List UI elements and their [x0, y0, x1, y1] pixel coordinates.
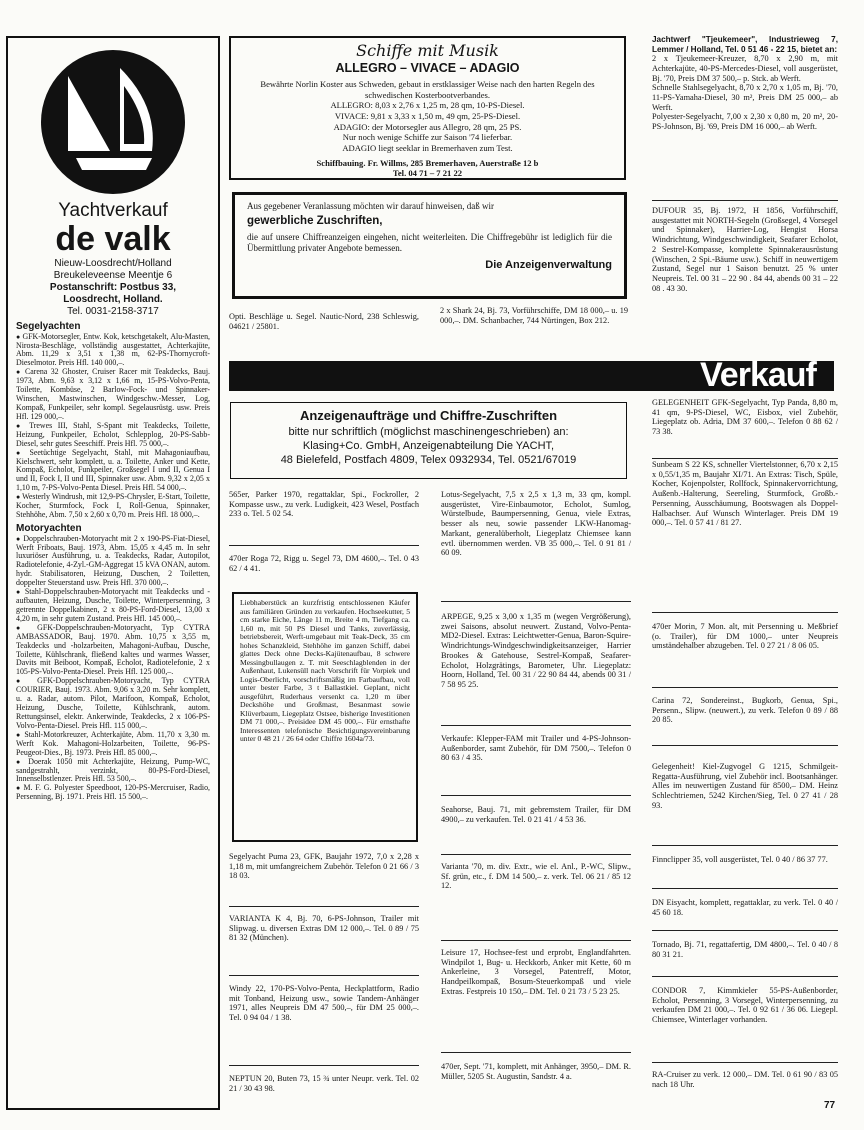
ad-565er: 565er, Parker 1970, regattaklar, Spi., Fockroller, 2 Kompasse usw., zu verk. Ludigkeit, 423 Wesel, Postfach 233 o. Tel. 5 02 54. — [229, 490, 419, 519]
schiffe-line-6: ADAGIO liegt seeklar in Bremerhaven zum Test. — [342, 142, 513, 153]
ad-tjeukemeer — [652, 35, 838, 132]
ad-varianta-k4: VARIANTA K 4, Bj. 70, 6-PS-Johnson, Trailer mit Slipwag. u. diversen Extras DM 12 000,–. Tel. 0 89 / 75 81 32 (München). — [229, 914, 419, 943]
ad-seahorse: Seahorse, Bauj. 71, mit gebremstem Trailer, für DM 4900,– zu verkaufen. Tel. 0 21 41 / 4 53 36. — [441, 805, 631, 824]
schiffe-mit-musik-ad — [229, 36, 626, 180]
ad-klepper: Verkaufe: Klepper-FAM mit Trailer und 4-PS-Johnson-Außenborder, samt Zubehör, für DM 7500,–. Telefon 0 80 63 / 4 35. — [441, 734, 631, 763]
ad-470er-roga: 470er Roga 72, Rigg u. Segel 73, DM 4600,–. Tel. 0 43 62 / 4 41. — [229, 554, 419, 573]
ad-varianta-70: Varianta '70, m. div. Extr., wie el. Anl., P.-WC, Slipw., Sf. grün, etc., f. DM 14 500,– z. verk. Tel. 06 21 / 85 12 12. — [441, 862, 631, 891]
auftraege-line-2: Klasing+Co. GmbH, Anzeigenabteilung Die YACHT, — [302, 439, 555, 452]
valk-tagline: Yachtverkauf — [58, 200, 168, 221]
anzeigenverwaltung-notice — [232, 192, 627, 299]
valk-place: Loosdrecht, Holland. — [63, 294, 163, 306]
ad-leisure-17: Leisure 17, Hochsee-fest und erprobt, Englandfahrten. Windpilot 1, Bug- u. Heckkorb, Anker mit Kette, 60 m Ankerleine, 3 Vorsegel, Patentreff, Motor, Handpeilkompaß, Bosum-Steuerkompaß und viele Extras. Festpreis 10 150,– DM. Tel. 0 21 73 / 5 23 25. — [441, 948, 631, 996]
ad-finnclipper: Finnclipper 35, voll ausgerüstet, Tel. 0 40 / 86 37 77. — [652, 855, 828, 864]
motor-list — [16, 535, 210, 803]
segel-item: ● Seetüchtige Segelyacht, Stahl, mit Mahagoniaufbau, Kielschwert, sehr komplett, u. a. Toilette, Anker und Kette, Kompaß, Echolot, Funkpeiler, Großsegel I und II, Genua I und II, Fock I, II und III, Spinnaker usw. Abm. 9,32 x 2,05 x 1,10 m, 7-PS-Volvo-Penta Diesel. Preis Hfl. 54 000,–. — [16, 449, 210, 494]
schiffe-line-5: Nur noch wenige Schiffe zur Saison '74 lieferbar. — [342, 132, 513, 143]
ad-tornado: Tornado, Bj. 71, regattafertig, DM 4800,–. Tel. 0 40 / 8 80 31 21. — [652, 940, 838, 959]
hochseekutter-box — [232, 592, 418, 842]
verw-line-1: Aus gegebener Veranlassung möchten wir darauf hinweisen, daß wir — [247, 201, 495, 211]
schiffe-line-7: Schiffbauing. Fr. Willms, 285 Bremerhaven, Auerstraße 12 b — [316, 157, 539, 168]
ad-470er-morin: 470er Morin, 7 Mon. alt, mit Persenning u. Meßbrief (o. Trailer), für DM 1000,– unter Neupreis umständehalber abzugeben. Tel. 0 27 21 / 8 06 05. — [652, 622, 838, 651]
ad-ra-cruiser: RA-Cruiser zu verk. 12 000,– DM. Tel. 0 61 90 / 83 05 nach 18 Uhr. — [652, 1070, 838, 1089]
valk-postbus: Postanschrift: Postbus 33, — [49, 282, 177, 294]
segel-item: ● Trewes III, Stahl, S-Spant mit Teakdecks, Toilette, Heizung, Funkpeiler, Echolot, Schlepplog, 20-PS-Sabb-Diesel, sehr gutes Seeschiff. Preis Hfl. 75 000,–. — [16, 422, 210, 449]
schiffe-line-3: VIVACE: 9,81 x 3,33 x 1,50 m, 49 qm, 25-PS-Diesel. — [334, 111, 521, 122]
valk-address-1: Nieuw-Loosdrecht/Holland — [54, 258, 172, 270]
ad-puma-23: Segelyacht Puma 23, GFK, Baujahr 1972, 7,0 x 2,28 x 1,18 m, mit umfangreichem Zubehör. Telefon 0 21 66 / 3 18 03. — [229, 852, 419, 881]
auftraege-notice — [230, 402, 627, 479]
ad-windy-22: Windy 22, 170-PS-Volvo-Penta, Heckplattform, Radio mit Tonband, Heizung usw., sowie Tandem-Anhänger 1971, alles Neupreis DM 47 500,–, für DM 25 000,–. Tel. 0 94 04 / 1 38. — [229, 984, 419, 1023]
tjeuk-polyester: Polyester-Segelyacht, 7,00 x 2,30 x 0,80 m, 20 m², 20-PS-Johnson, Bj. '69, Preis DM 16 000,– ab Werft. — [652, 112, 838, 132]
ad-zugvogel: Gelegenheit! Kiel-Zugvogel G 1215, Schmilgeit-Regatta-Ausführung, viel Zubehör incl. Bootsanhänger. Alles im neuwertigen Zustand für 8500,– DM. Heinz Schlechtriemen, 5242 Kirchen/Sieg, Tel. 0 27 41 / 28 93. — [652, 762, 838, 810]
schiffe-line-4: ADAGIO: der Motorsegler aus Allegro, 28 qm, 25 PS. — [333, 121, 522, 132]
ad-470er-sept: 470er, Sept. '71, komplett, mit Anhänger, 3950,– DM. R. Müller, 5205 St. Augustin, Sandstr. 4 a. — [441, 1062, 631, 1081]
motor-heading: Motoryachten — [16, 522, 82, 534]
segel-heading: Segelyachten — [16, 321, 81, 333]
ad-carina-72: Carina 72, Sondereinst., Bugkorb, Genua, Spi., Persenn., Slipw. (neuwert.), zu verk. Telefon 0 89 / 88 20 85. — [652, 696, 838, 725]
motor-item: ● Doppelschrauben-Motoryacht mit 2 x 190-PS-Fiat-Diesel, Werft Friboats, Bauj. 1973, Abm. 15,05 x 4,45 m. In sehr luxuriöser Ausführung, u. a. Teakdecks, Radar, Autopilot, Radiotelefonie, 4-Zyl.-GM-Aggregat 15 kVA ONAN, autom. hydr. Stabilisatoren, Heizung, Duschen, 2 Toiletten, doppelter Steuerstand usw. Preis Hfl. 370 000,–. — [16, 535, 210, 589]
motor-item: ● Stahl-Motorkreuzer, Achterkajüte, Abm. 11,70 x 3,30 m. Werft Kok. Mahagoni-Holzarbeiten, Toilette, 96-PS-Peugeot-Dies., Bj. 1973. Preis Hfl. 85 000,–. — [16, 731, 210, 758]
segel-list — [16, 333, 210, 520]
motor-item: ● M. F. G. Polyester Speedboot, 120-PS-Mercruiser, Radio, Persenning, Bj. 1971. Preis Hfl. 15 500,–. — [16, 784, 210, 802]
ad-hochseekutter: Liebhaberstück an kurzfristig entschlossenen Käufer aus familiären Gründen zu verkaufen. Hochseekutter, 5 cm starke Eiche, Länge 11 m, Breite 4 m, Tiefgang ca. 1,60 m, mit 50 PS Diesel und Tanks, zuverlässig, betriebsbereit, Werft-umgebaut mit Teak-Deck, 35 cm hohes Schanzkleid, Stehhöhe im ganzen Schiff, dabei glattes Deck ohne Decks-Kajütenaufbau, 8 schwere Messingbullaugen z. T. mit Seeschlagblenden in der Außenhaut, Lukensüll nach Vorschrift für Vorpiek und Logis-Oberlicht, vorschriftsmäßig im Farbaufbau, voll unter bester Farbe, 3 t Ballastkiel. Geplant, nicht ausgeführt, Ruderhaus versenkt ca. 1,20 m über Deckshöhe und Großmast, Besanmast sowie Klüverbaum, Liegeplatz Ostsee, bisherige Investitionen DM 71 000,–. Preisidee DM 45 000,–. Für ernsthafte Interessenten telefonische Besichtigungsvereinbarung unter 0 48 21 / 26 64 oder Chiffre 1604a/73. — [240, 598, 410, 743]
verkauf-heading: Verkauf — [700, 356, 816, 394]
verw-title: gewerbliche Zuschriften, — [247, 215, 383, 228]
motor-item: ● GFK-Doppelschrauben-Motoryacht, Typ CYTRA COURIER, Bauj. 1973. Abm. 9,06 x 3,20 m. Sehr komplett, u. a. Radar, autom. Pilot, Marifoon, Kompaß, Echolot, Heizung, Dusche, Toilette, Kühlschrank, autom. Rettungsinsel, elektr. Ankerwinde, Teakdecks, 2 x 106-PS-Volvo-Penta-Diesel. Preis Hfl. 115 000,–. — [16, 677, 210, 731]
schiffe-line-8: Tel. 04 71 – 7 21 22 — [392, 168, 463, 179]
segel-item: ● Westerly Windrush, mit 12,9-PS-Chrysler, E-Start, Toilette, Kocher, Sturmfock, Fock I, Roll-Genua, Spinnaker, Stehhöhe, Abm. 7,50 x 2,60 x 0,70 m. Preis Hfl. 18 000,–. — [16, 493, 210, 520]
schiffe-models: ALLEGRO – VIVACE – ADAGIO — [335, 60, 520, 75]
ad-dn-eisyacht: DN Eisyacht, komplett, regattaklar, zu verk. Tel. 0 40 / 45 60 18. — [652, 898, 838, 917]
valk-address-2: Breukeleveense Meentje 6 — [53, 270, 173, 282]
ad-condor-7: CONDOR 7, Kimmkieler 55-PS-Außenborder, Echolot, Persenning, 3 Vorsegel, Winterpersenning, zu verkaufen DM 21 000,–. Tel. 0 92 61 / 36 06. Liegepl. Chiemsee, Winterlager vorhanden. — [652, 986, 838, 1025]
de-valk-ad — [6, 36, 220, 1110]
segel-item: ● Carena 32 Ghoster, Cruiser Racer mit Teakdecks, Bauj. 1973, Abm. 9,63 x 3,12 x 1,66 m, 15-PS-Volvo-Penta, Toilette, Kombüse, 2 Barlow-Fock- und Spinnaker-Winschen, Mastwinschen, Windgeschw.-Messer, Log, Kompaß, Funkpeiler, sehr kompl. Segelausrüstg. usw. Preis Hfl. 129 000,–. — [16, 368, 210, 422]
ad-arpege: ARPEGE, 9,25 x 3,00 x 1,35 m (wegen Vergrößerung), zwei Saisons, absolut neuwert. Zustand, Volvo-Penta-MD2-Diesel. Extras: Leichtwetter-Genua, Baron-Squire-Windrichtungs-Windgeschwindigkeitsanzeiger, Harrier Brookes & Gatehouse, Sestrel-Kompaß, Seafarer-Echolot, Holzgrätings, Barometer, Uhr. Liegeplatz: Hoorn, Holland, Tel. 00 31 / 22 90 84 44, abends 00 31 / 7 58 95 25. — [441, 612, 631, 689]
auftraege-line-1: bitte nur schriftlich (möglichst maschinengeschrieben) an: — [288, 425, 569, 438]
segel-item: ● GFK-Motorsegler, Entw. Kok, ketschgetakelt, Alu-Masten, Nirosta-Beschläge, vollständig ausgestattet, Achterkajüte, Abm. 11,29 x 3,51 x 1,38 m, 62-PS-Thornycroft-Dieselmotor. Preis Hfl. 140 000,–. — [16, 333, 210, 369]
verw-signature: Die Anzeigenverwaltung — [485, 259, 612, 272]
sailboat-logo — [28, 46, 198, 196]
schiffe-line-2: ALLEGRO: 8,03 x 2,76 x 1,25 m, 28 qm, 10-PS-Diesel. — [330, 100, 525, 111]
valk-brand: de valk — [55, 220, 171, 259]
schiffe-title: Schiffe mit Musik — [356, 41, 499, 60]
ad-gelegenheit-panda: GELEGENHEIT GFK-Segelyacht, Typ Panda, 8,80 m, 41 qm, 9-PS-Diesel, WC, Eisbox, viel Zubehör, Liegeplatz ob. Adria, DM 37 600,–. Telefon 0 88 62 / 73 38. — [652, 398, 838, 437]
verw-text: die auf unsere Chiffreanzeigen eingehen, nicht weiterleiten. Die Chiffregebühr ist lediglich für die Übermittlung privater Angebote bemessen. — [247, 231, 612, 254]
ad-sunbeam: Sunbeam S 22 KS, schneller Viertelstonner, 6,70 x 2,15 x 0,55/1,35 m, Baujahr XI/71. An Extras: Tisch, Spüle, Kocher, Kojenpolster, Rollfock, Spinnakervorrichtung, Außenb.-Halterung, Seereling, Sturmfock, Großb.-Persenning, Ausschäumung, Bootswagen als Doppel-Halbachser. Auf Wunsch Winterlager. Preis DM 19 000,–. Tel. 0 57 41 / 81 27. — [652, 460, 838, 528]
ad-neptun-20: NEPTUN 20, Buten 73, 15 ¾ unter Neupr. verk. Tel. 02 21 / 30 43 98. — [229, 1074, 419, 1093]
tjeuk-kreuzer: 2 x Tjeukemeer-Kreuzer, 8,70 x 2,90 m, mit Achterkajüte, 40-PS-Mercedes-Diesel, voll ausgerüstet, Bj. '70, Preis DM 37 500,– p. Stck. ab Werft. — [652, 54, 838, 83]
page-number: 77 — [824, 1100, 836, 1111]
ad-lotus: Lotus-Segelyacht, 7,5 x 2,5 x 1,3 m, 33 qm, kompl. ausgerüstet, Vire-Einbaumotor, Echolot, Sumlog, Würstelbude, Baumpersenning, Genua, viele Extras, besser als neu, sowie passender LKW-Hanomag-Markant, generalüberholt, Liegeplatz Chiemsee kann evtl. übernommen werden. VB 35 000,–. Tel. 0 91 81 / 60 09. — [441, 490, 631, 558]
motor-item: ● GFK-Doppelschrauben-Motoryacht, Typ CYTRA AMBASSADOR, Bauj. 1970. Abm. 10,75 x 3,55 m, Teakdecks und -holzarbeiten, Mahagoni-Aufbau, Dusche, Toilette, Kühlschrank, fließend kaltes und warmes Wasser, Davits mit Beiboot, Kompaß, Echolot, Radiotelefonie, 2 x 105-PS-Volvo-Penta-Diesel. Preis Hfl. 125 000,–. — [16, 624, 210, 678]
tjeuk-stahl: Schnelle Stahlsegelyacht, 8,70 x 2,70 x 1,05 m, Bj. '70, 11-PS-Yamaha-Diesel, 30 m², Preis DM 25 000,– ab Werft. — [652, 83, 838, 112]
schiffe-line-1: Bewährte Norlin Koster aus Schweden, gebaut in erstklassiger Weise nach den harten Regeln des schwedischen Kosterbootverbandes. — [260, 79, 595, 100]
auftraege-title: Anzeigenaufträge und Chiffre-Zuschriften — [299, 408, 558, 423]
ad-dufour-35: DUFOUR 35, Bj. 1972, H 1856, Vorführschiff, ausgestattet mit NORTH-Segeln (Großsegel, 4 Vorsegel und Spinnaker), Harrier-Log, Hengist Horsa Windrichtung, Windgeschwindigkeit, Seafarer Echolot, 2 Sestrel-Kompasse, komplette Spinnakerausrüstung (Winschen, 2 Spi.-Bäume usw.). Schiff in neuwertigem Zustand, Segel nur 1 Saison benutzt. 25 % unter Neupreis. Tel. 00 31 – 22 90 . 84 44, abends 00 31 – 22 08 . 43 30. — [652, 206, 838, 293]
shark-ad: 2 x Shark 24, Bj. 73, Vorführschiffe, DM 18 000,– u. 19 000,–. DM. Schanbacher, 744 Nürtingen, Box 212. — [440, 306, 628, 325]
valk-tel: Tel. 0031-2158-3717 — [67, 306, 159, 318]
tjeuk-intro: Jachtwerf "Tjeukemeer", Industrieweg 7, Lemmer / Holland, Tel. 0 51 46 - 22 15, bietet an: — [652, 35, 838, 54]
motor-item: ● Stahl-Doppelschrauben-Motoryacht mit Teakdecks und -aufbauten, Heizung, Dusche, Toilette, Winterpersenning, 3 getrennte Doppelkabinen, 2 x 80-PS-Ford-Diesel, 13,00 x 4,20 m, in sehr gutem Zustand. Preis Hfl. 145 000,–. — [16, 588, 210, 624]
motor-item: ● Doerak 1050 mit Achterkajüte, Heizung, Pump-WC, sandgestrahlt, verzinkt, 80-PS-Ford-Diesel, Innenselbstlenzer. Preis Hfl. 53 500,–. — [16, 758, 210, 785]
opti-ad: Opti. Beschläge u. Segel. Nautic-Nord, 238 Schleswig, 04621 / 25801. — [229, 312, 419, 331]
auftraege-line-3: 48 Bielefeld, Postfach 4809, Telex 0932934, Tel. 0521/67019 — [280, 454, 577, 467]
